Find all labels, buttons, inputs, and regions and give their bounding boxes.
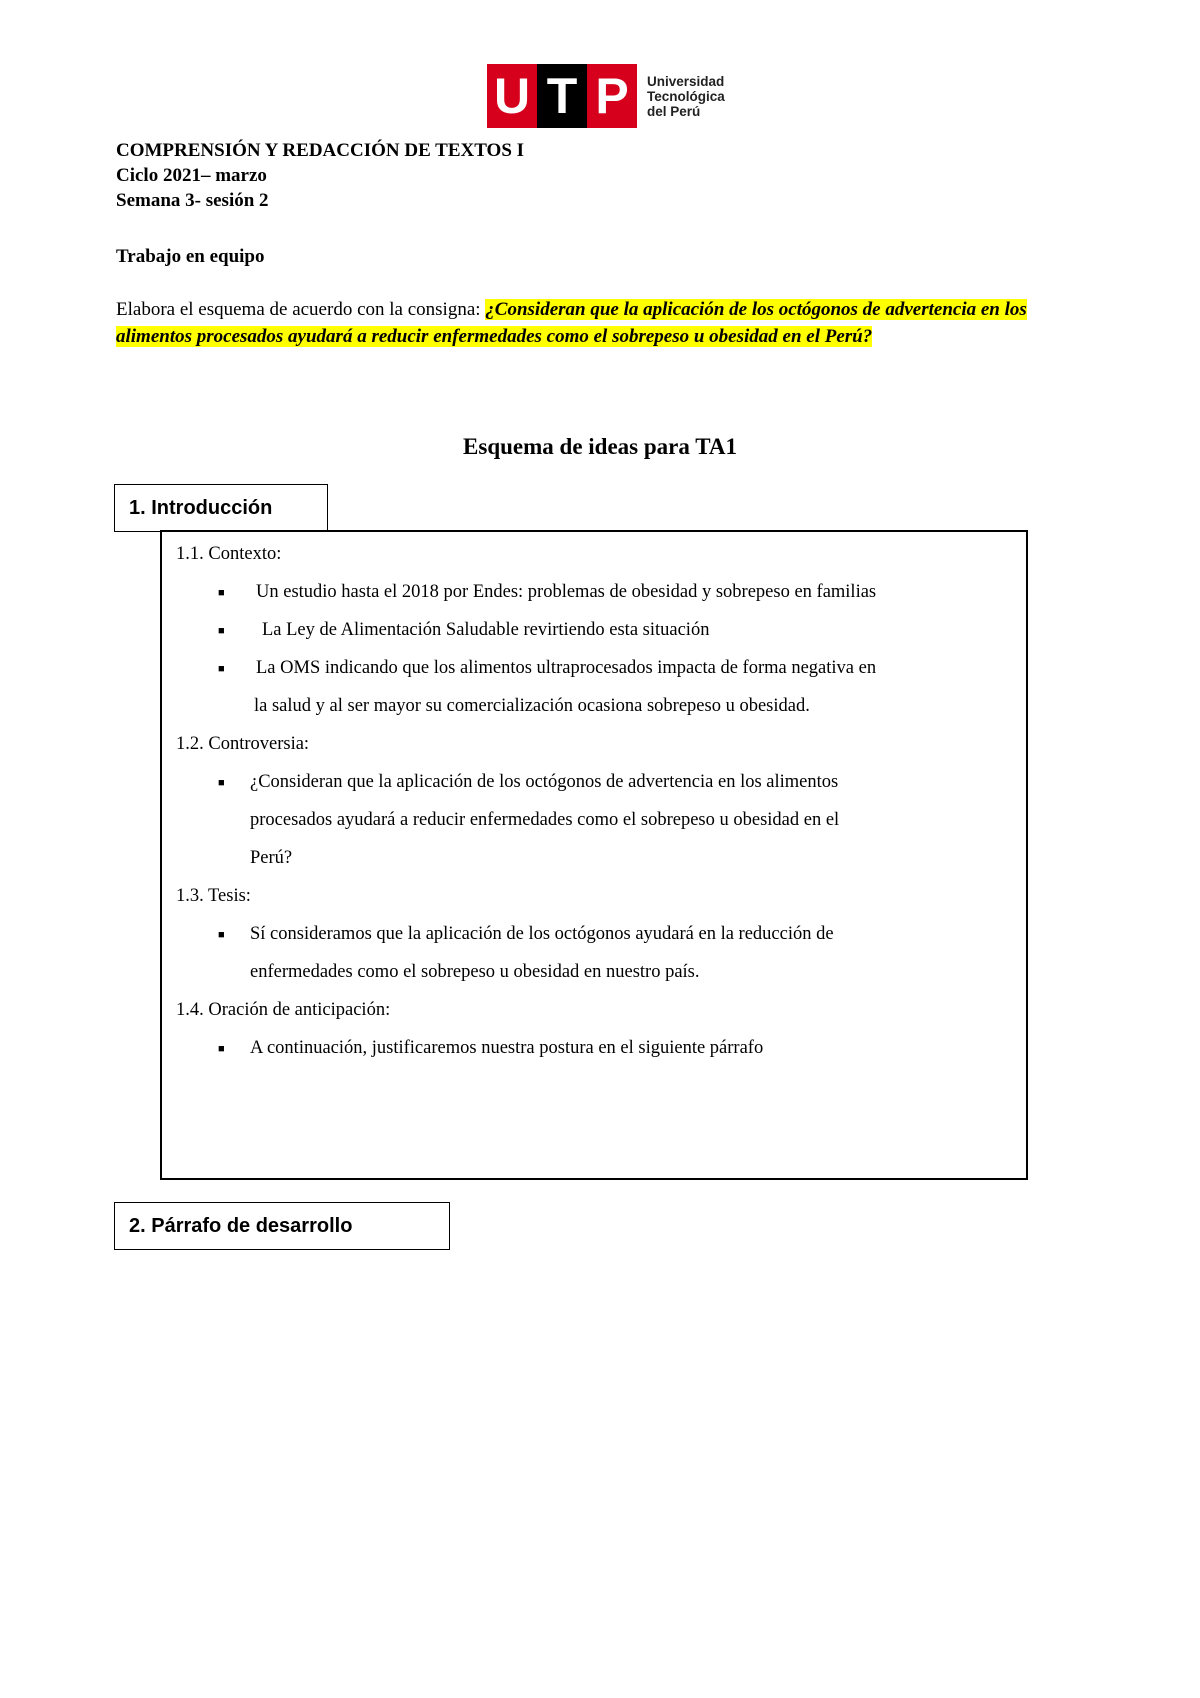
thesis-line: enfermedades como el sobrepeso u obesidad en nuestro país. [250, 962, 700, 982]
cycle-line: Ciclo 2021– marzo [116, 165, 267, 186]
anticipation-item: A continuación, justificaremos nuestra postura en el siguiente párrafo [250, 1038, 764, 1058]
context-item: Un estudio hasta el 2018 por Endes: problemas de obesidad y sobrepeso en familias [256, 582, 877, 602]
bullet-icon: ■ [218, 625, 225, 637]
introduction-box [160, 530, 1028, 1180]
page-title: Esquema de ideas para TA1 [463, 434, 737, 459]
bullet-icon: ■ [218, 777, 225, 789]
prompt-intro: Elabora el esquema de acuerdo con la consigna: [116, 299, 481, 320]
prompt-question: ¿Consideran que la aplicación de los octógonos de advertencia en los alimentos procesados ayudará a reducir enfermedades como el sobrepeso u obesidad en el Perú? [116, 299, 1027, 347]
thesis-line: Sí consideramos que la aplicación de los octógonos ayudará en la reducción de [250, 924, 834, 944]
document-header [116, 138, 524, 213]
controversy-line: procesados ayudará a reducir enfermedades como el sobrepeso u obesidad en el [250, 810, 840, 830]
bullet-icon: ■ [218, 587, 225, 599]
prompt-paragraph [116, 296, 1076, 350]
anticipation-label: 1.4. Oración de anticipación: [176, 1000, 391, 1020]
controversy-line: Perú? [250, 848, 293, 868]
bullet-icon: ■ [218, 1043, 225, 1055]
context-item-continuation: la salud y al ser mayor su comercialización ocasiona sobrepeso u obesidad. [254, 696, 810, 716]
section-introduction-heading: 1. Introducción [114, 484, 328, 532]
section-development-heading: 2. Párrafo de desarrollo [114, 1202, 450, 1250]
team-label: Trabajo en equipo [116, 246, 265, 267]
course-title: COMPRENSIÓN Y REDACCIÓN DE TEXTOS I [116, 140, 525, 161]
logo-letter-u: U [487, 64, 537, 128]
context-item: La OMS indicando que los alimentos ultraprocesados impacta de forma negativa en [256, 658, 877, 678]
bullet-icon: ■ [218, 663, 225, 675]
week-line: Semana 3- sesión 2 [116, 190, 269, 211]
bullet-icon: ■ [218, 929, 225, 941]
context-label: 1.1. Contexto: [176, 544, 282, 564]
logo-letter-t: T [537, 64, 587, 128]
thesis-label: 1.3. Tesis: [176, 886, 251, 906]
logo-letter-p: P [587, 64, 637, 128]
utp-logo [487, 64, 725, 128]
controversy-label: 1.2. Controversia: [176, 734, 310, 754]
context-item: La Ley de Alimentación Saludable revirtiendo esta situación [262, 620, 710, 640]
logo-university-name: Universidad Tecnológica del Perú [647, 73, 725, 119]
controversy-line: ¿Consideran que la aplicación de los octógonos de advertencia en los alimentos [250, 772, 839, 792]
